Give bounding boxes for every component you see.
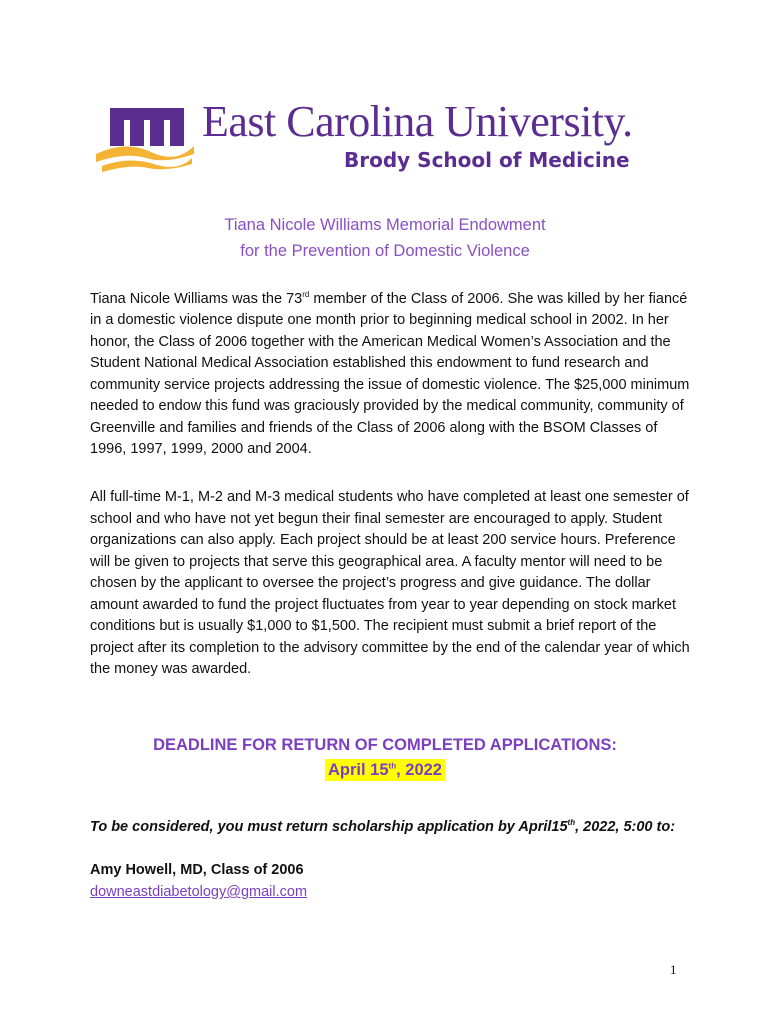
deadline-date-row xyxy=(0,761,770,780)
deadline-heading: DEADLINE FOR RETURN OF COMPLETED APPLICATIONS: xyxy=(153,736,617,754)
endowment-subtitle: for the Prevention of Domestic Violence xyxy=(240,242,530,260)
eligibility-paragraph: All full-time M-1, M-2 and M-3 medical students who have completed at least one semester of school and who have not yet begun their final semester are encouraged to apply. Student organizations can also apply. Each project should be at least 200 service hours. Preference will be given to projects that serve this geographical area. A faculty mentor will need to be chosen by the applicant to oversee the project’s progress and give guidance. The dollar amount awarded to fund the project fluctuates from year to year depending on stock market conditions but is usually $1,000 to $1,500. The recipient must submit a brief report of the project after its completion to the advisory committee by the end of the calendar year of which the money was awarded. xyxy=(90,489,690,677)
submission-instructions xyxy=(90,818,675,835)
submission-sup: th xyxy=(567,818,576,827)
endowment-title: Tiana Nicole Williams Memorial Endowment xyxy=(224,216,546,234)
deadline-date-main: April 15 xyxy=(328,761,389,779)
history-sup: rd xyxy=(302,290,310,299)
history-text-start: Tiana Nicole Williams was the 73 xyxy=(90,290,303,307)
deadline-date xyxy=(325,759,445,781)
ecu-logo xyxy=(96,96,676,186)
submission-time: , 2022, 5:00 to: xyxy=(575,818,676,835)
deadline-date-year: , 2022 xyxy=(396,761,442,779)
submission-text: To be considered, you must return scholarship application by April15 xyxy=(90,818,568,835)
contact-name: Amy Howell, MD, Class of 2006 xyxy=(90,862,304,878)
university-name: East Carolina University. xyxy=(202,97,633,146)
history-text-rest: member of the Class of 2006. She was killed by her fiancé in a domestic violence dispute one month prior to beginning medical school in 2002. In her honor, the Class of 2006 together with the American Medical Women’s Association and the Student National Medical Association established this endowment to fund research and community service projects addressing the issue of domestic violence. The $25,000 minimum needed to endow this fund was graciously provided by the medical community, community of Greenville and families and friends of the Class of 2006 along with the BSOM Classes of 1996, 1997, 1999, 2000 and 2004. xyxy=(90,290,690,458)
ecu-logo-mark-icon xyxy=(96,96,196,176)
deadline-date-sup: th xyxy=(388,761,397,771)
history-paragraph xyxy=(90,284,690,461)
contact-email-link[interactable]: downeastdiabetology@gmail.com xyxy=(90,884,308,900)
school-name: Brody School of Medicine xyxy=(344,148,630,172)
page-number: 1 xyxy=(670,962,677,977)
